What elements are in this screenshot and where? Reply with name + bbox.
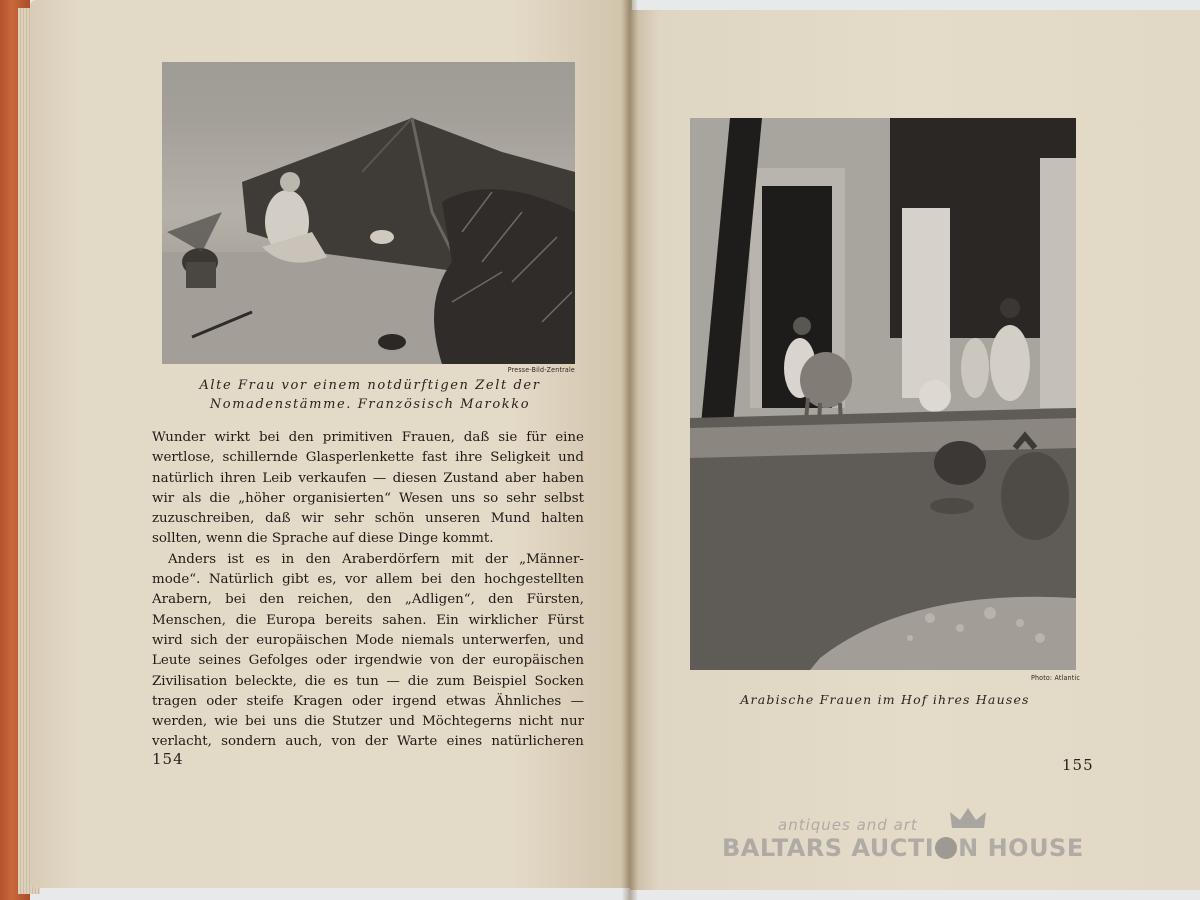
text-line: verlacht, sondern auch, von der Warte eines natürlicheren — [152, 734, 584, 750]
page-number-right: 155 — [1062, 756, 1094, 774]
text-line: Zivilisation beleckte, die es tun — die zum Beispiel Socken — [152, 673, 584, 689]
text-line: natürlich ihren Leib verkaufen — diesen Zustand aber haben — [152, 470, 584, 486]
text-line: Arabern, bei den reichen, den „Adligen“, den Fürsten, — [152, 592, 584, 608]
caption-left-line2: Nomadenstämme. Französisch Marokko — [209, 397, 531, 412]
photo-courtyard — [690, 118, 1076, 670]
auction-house-watermark — [720, 808, 1120, 878]
watermark-o-circle — [935, 837, 957, 859]
text-line: Menschen, die Europa bereits sahen. Ein wirklicher Fürst — [152, 612, 584, 628]
text-line: Anders ist es in den Araberdörfern mit der „Männer- — [168, 551, 584, 567]
caption-right: Arabische Frauen im Hof ihres Hauses — [740, 692, 1030, 707]
photo-credit-left: Presse-Bild-Zentrale — [507, 366, 575, 374]
text-line: werden, wie bei uns die Stutzer und Möchtegerns nicht nur — [152, 714, 584, 730]
photo-credit-right: Photo: Atlantic — [1030, 674, 1080, 682]
photo-nomad-tent — [162, 62, 575, 364]
caption-left — [150, 376, 590, 414]
text-line: wird sich der europäischen Mode niemals unterwerfen, und — [152, 632, 584, 648]
body-text-left — [152, 428, 584, 753]
text-line: wir als die „höher organisierten“ Wesen uns so sehr selbst — [152, 490, 584, 506]
text-line: sollten, wenn die Sprache auf diese Dinge kommt. — [152, 531, 494, 547]
watermark-tagline: antiques and art — [778, 816, 918, 834]
watermark-name-part2: N HOUSE — [958, 834, 1084, 862]
text-line: wertlose, schillernde Glasperlenkette fast ihre Seligkeit und — [152, 450, 584, 466]
watermark-name-part1: BALTARS AUCTI — [722, 834, 935, 862]
text-line: mode“. Natürlich gibt es, vor allem bei den hochgestellten — [152, 572, 584, 588]
watermark-name — [722, 834, 1084, 862]
text-line: Leute seines Gefolges oder irgendwie von der europäischen — [152, 653, 584, 669]
text-line: tragen oder steife Kragen oder irgend etwas Ähnliches — — [152, 693, 584, 709]
page-number-left: 154 — [152, 750, 184, 768]
crown-icon — [948, 808, 988, 830]
text-line: zuzuschreiben, daß wir sehr schön unseren Mund halten — [152, 511, 584, 527]
text-line: Wunder wirkt bei den primitiven Frauen, daß sie für eine — [152, 430, 584, 445]
book-gutter — [622, 0, 638, 900]
caption-left-line1: Alte Frau vor einem notdürftigen Zelt der — [199, 378, 541, 393]
